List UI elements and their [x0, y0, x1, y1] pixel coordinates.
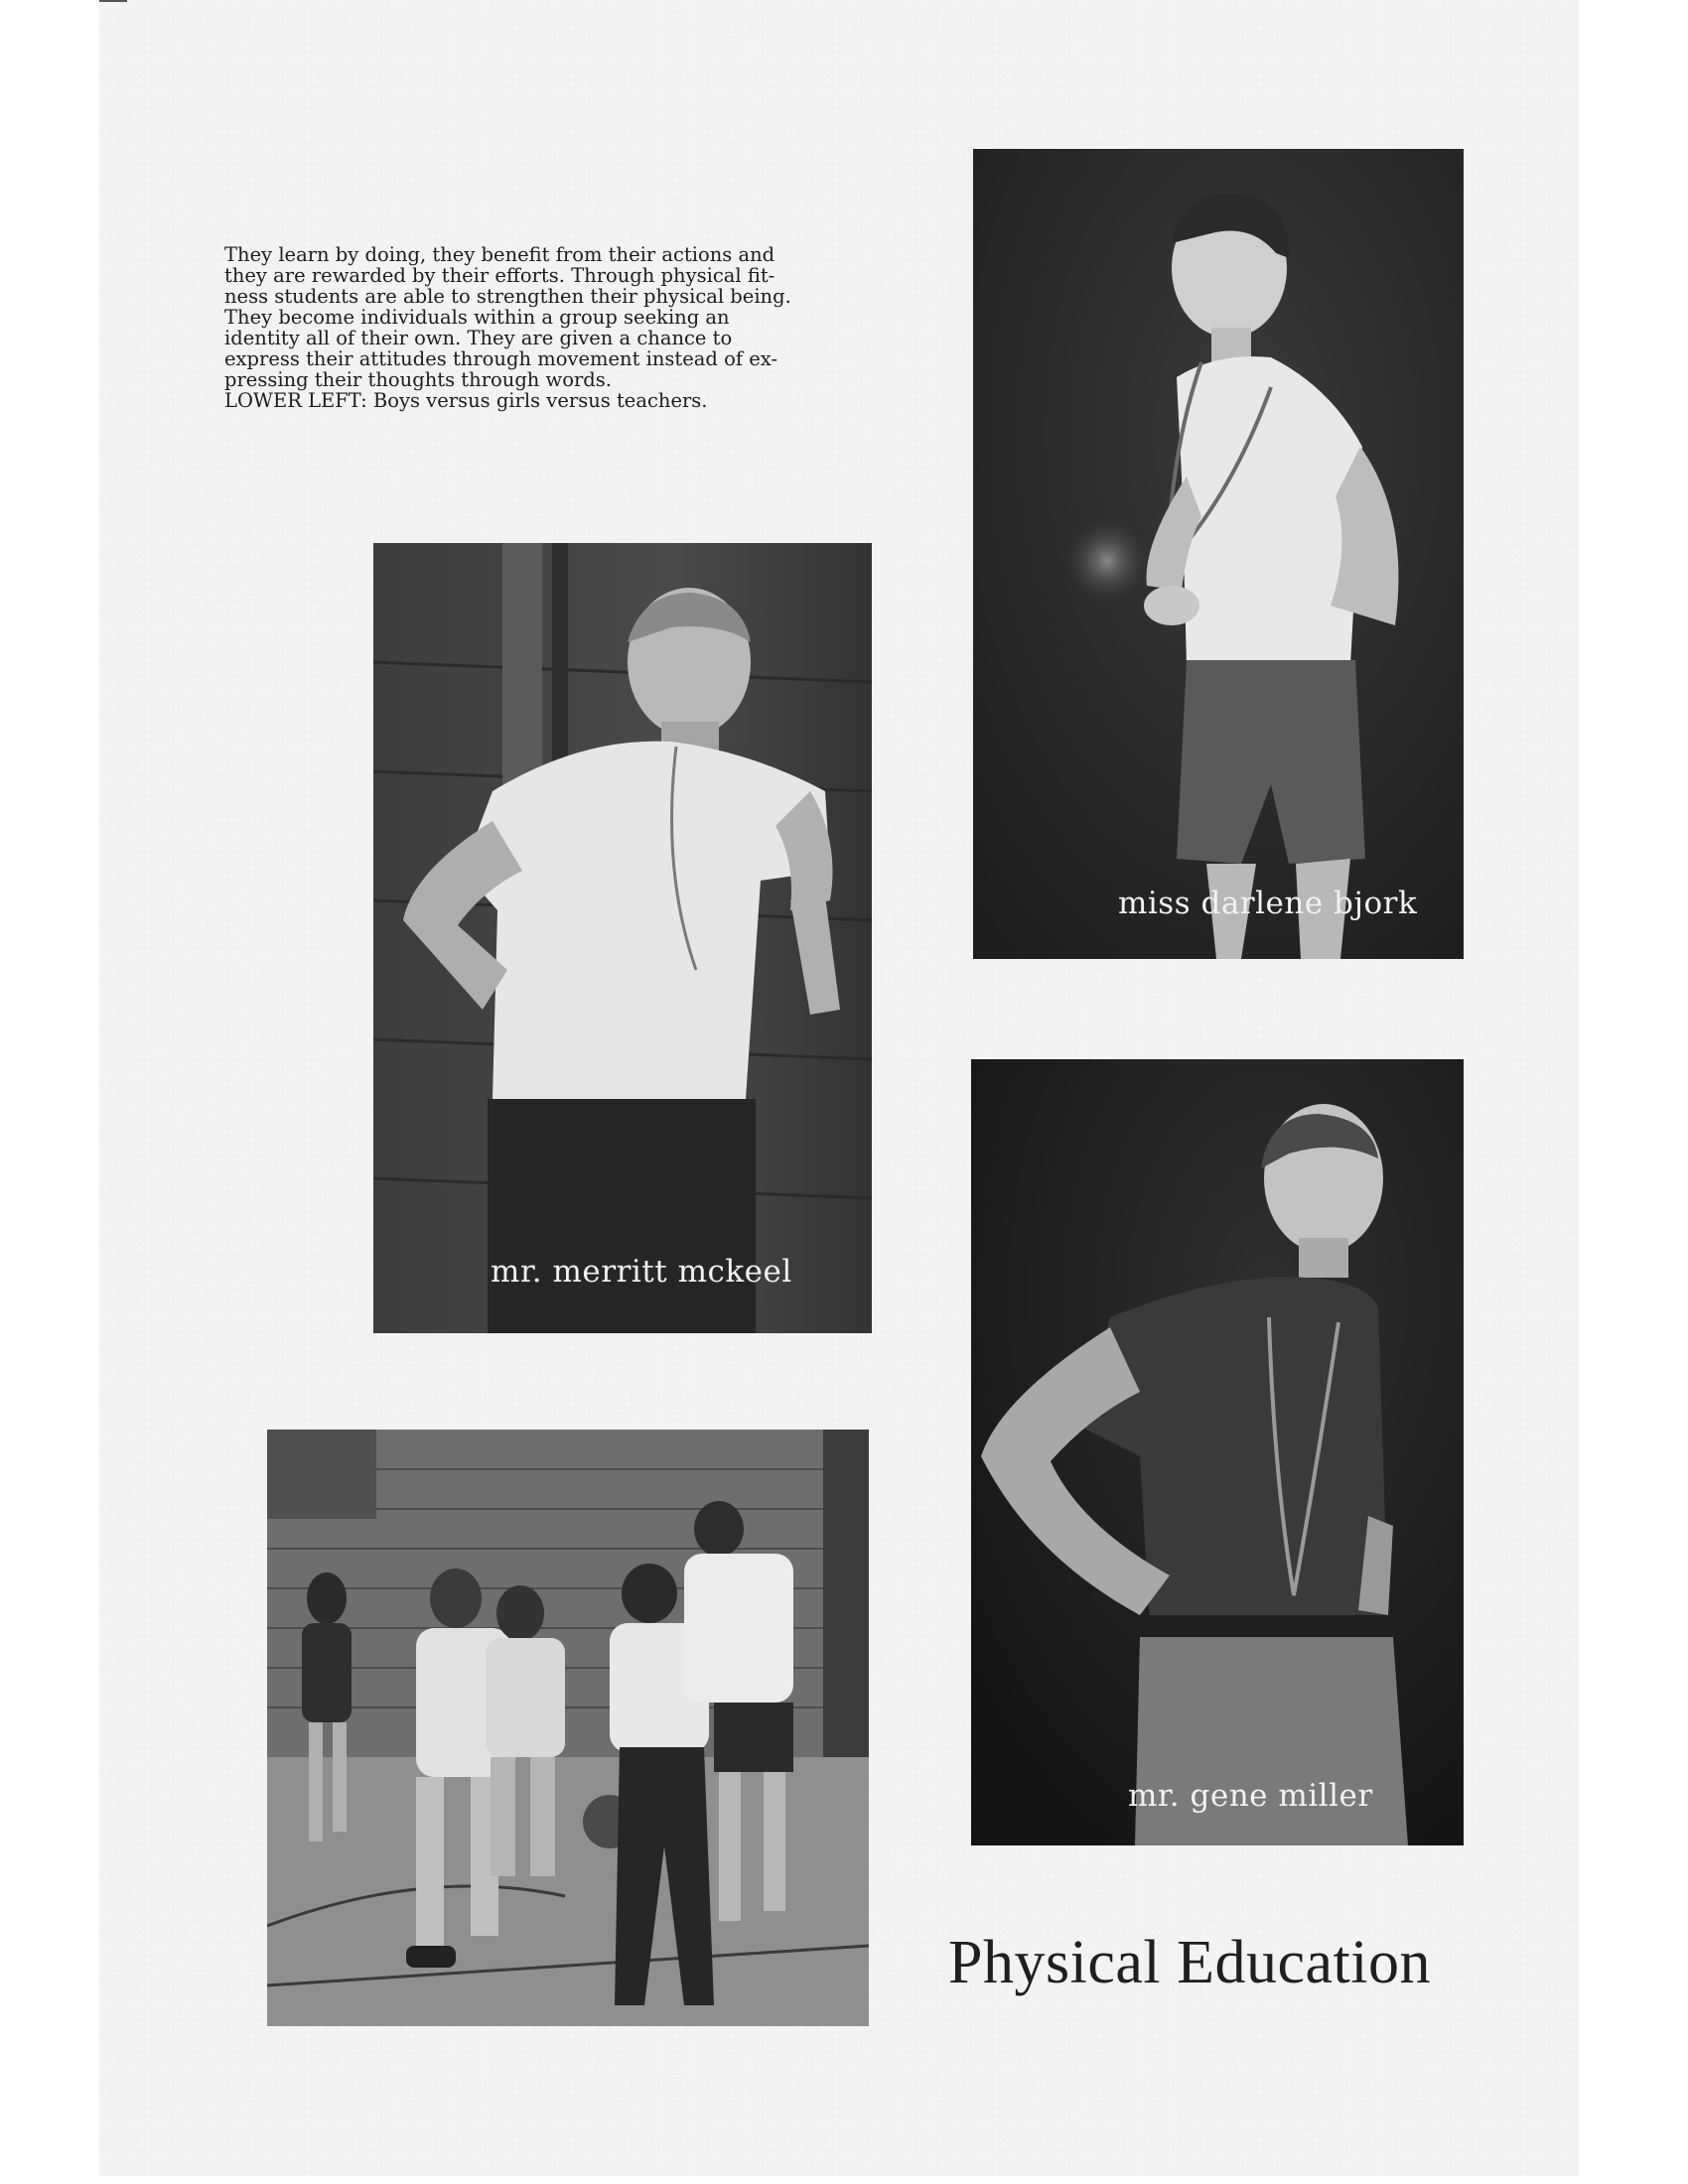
intro-line-2: they are rewarded by their efforts. Through physical fit-	[224, 264, 775, 287]
photo-basketball-game-image	[267, 1430, 869, 2026]
photo-gene-miller-image	[971, 1059, 1464, 1845]
intro-line-7: pressing their thoughts through words.	[224, 368, 612, 391]
photo-basketball-game	[267, 1430, 869, 2026]
intro-line-4: They become individuals within a group seeking an	[224, 306, 730, 329]
photo-gene-miller	[971, 1059, 1464, 1845]
intro-line-5: identity all of their own. They are given a chance to	[224, 327, 733, 349]
intro-line-1: They learn by doing, they benefit from their actions and	[224, 243, 775, 266]
intro-paragraph	[224, 244, 900, 411]
photo-merritt-mckeel	[373, 543, 872, 1333]
scan-edge-mark	[99, 0, 127, 2]
intro-line-6: express their attitudes through movement instead of ex-	[224, 347, 778, 370]
section-title: Physical Education	[948, 1929, 1431, 1996]
intro-caption-line: LOWER LEFT: Boys versus girls versus teachers.	[224, 389, 708, 412]
photo-merritt-mckeel-image	[373, 543, 872, 1333]
caption-darlene-bjork: miss darlene bjork	[1118, 886, 1418, 921]
intro-line-3: ness students are able to strengthen their physical being.	[224, 285, 791, 308]
photo-darlene-bjork-image	[973, 149, 1464, 959]
photo-darlene-bjork	[973, 149, 1464, 959]
caption-merritt-mckeel: mr. merritt mckeel	[491, 1254, 792, 1290]
caption-gene-miller: mr. gene miller	[1128, 1778, 1373, 1814]
